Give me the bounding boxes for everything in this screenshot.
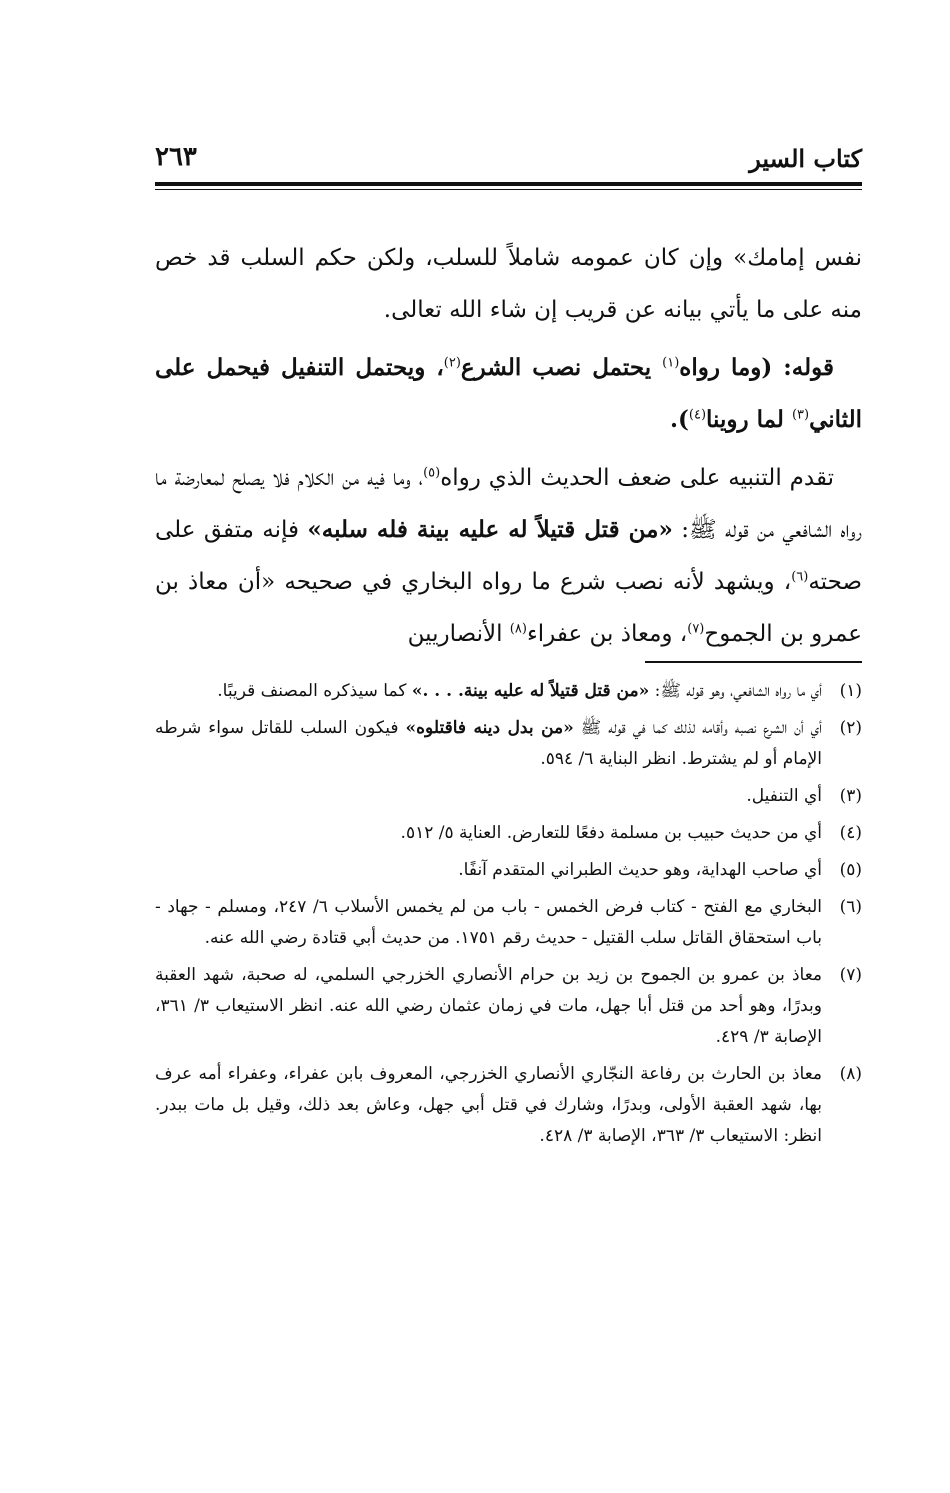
page-number: ٢٦٣ [155,142,197,172]
footnote-quote: «من قتل قتيلاً له عليه بينة. . . .» [411,681,650,701]
statement-text: ). [670,406,689,433]
footnote [155,855,862,886]
footnote [155,960,862,1053]
footnote [155,1059,862,1152]
header-rule-thick [155,182,862,186]
footnote-ref: (٣) [791,407,810,423]
footnote-ref: (١) [662,355,680,371]
commentary-text: ، ويشهد لأنه نصب شرع ما رواه البخاري في صحيحه «أن معاذ بن عمرو بن الجموح [155,569,862,647]
footnote-text: أي ما رواه الشافعي، وهو قوله ﷺ: [649,681,822,701]
footnote-text: أي التنفيل. [746,786,822,806]
statement-text: ، ويحتمل التنفيل فيحمل على الثاني [155,354,862,433]
footnote-number: (٢) [839,718,862,738]
footnote-ref: (٨) [509,621,527,637]
footnote-text: البخاري مع الفتح - كتاب فرض الخمس - باب من لم يخمس الأسلاب ٦/ ٢٤٧، ومسلم - جهاد - باب استحقاق القاتل سلب القتيل - حديث رقم ١٧٥١. من حديث أبي قتادة رضي الله عنه. [155,897,823,948]
footnote-number: (٦) [839,897,862,917]
footnote-number: (٨) [839,1064,862,1084]
footnote-number: (١) [839,681,862,701]
paragraph-continuation: نفس إمامك» وإن كان عمومه شاملاً للسلب، ولكن حكم السلب قد خص منه على ما يأتي بيانه عن قريب إن شاء الله تعالى. [155,245,862,323]
footnote-text: أي أن الشرع نصبه وأقامه لذلك كما في قوله ﷺ [573,718,822,738]
commentary-text: ، وما فيه من الكلام فلا يصلح لمعارضة ما رواه الشافعي من قوله ﷺ: [155,465,862,543]
footnote-text: أي صاحب الهداية، وهو حديث الطبراني المتقدم آنفًا. [458,860,822,880]
footnote [155,713,862,775]
footnote-ref: (٤) [688,407,707,423]
footnote-ref: (٦) [791,569,809,585]
statement-text: يحتمل نصب الشرع [460,354,663,381]
footnote [155,676,862,707]
footnote-number: (٤) [839,823,862,843]
footnote-ref: (٧) [687,621,705,637]
header-rule-thin [155,189,862,190]
commentary-paragraph [155,452,862,660]
statement-text: قوله: (وما رواه [679,354,834,381]
footnote [155,781,862,812]
commentary-text: تقدم التنبيه على ضعف الحديث الذي رواه [440,465,834,491]
matn-statement [155,342,862,446]
footnote-text: فيكون السلب للقاتل سواء شرطه الإمام أو لم يشترط. انظر البناية ٦/ ٥٩٤. [155,718,822,769]
footnote-separator [645,661,862,663]
footnote-ref: (٢) [443,355,461,371]
statement-text: لما روينا [706,406,792,433]
footnote [155,818,862,849]
footnote-ref: (٥) [423,465,441,481]
commentary-text: ، ومعاذ بن عفراء [526,621,688,647]
running-title: كتاب السير [749,144,862,173]
footnote-text: معاذ بن الحارث بن رفاعة النجّاري الأنصاري الخزرجي، المعروف بابن عفراء، وعفراء أمه عرف بها، شهد العقبة الأولى، وبدرًا، وشارك في قتل أبي جهل، وعاش بعد ذلك، وقيل بل مات ببدر. انظر: الاستيعاب ٣/ ٣٦٣، الإصابة ٣/ ٤٢٨. [155,1064,822,1146]
footnotes [155,676,862,1158]
footnote-quote: «من بدل دينه فاقتلوه» [405,718,574,738]
main-text [155,232,862,666]
commentary-text: فإنه متفق على صحته [155,517,862,595]
footnote-text: أي من حديث حبيب بن مسلمة دفعًا للتعارض. العناية ٥/ ٥١٢. [400,823,822,843]
running-header [155,140,862,180]
footnote-number: (٧) [839,965,862,985]
footnote-text: كما سيذكره المصنف قريبًا. [217,681,412,701]
footnote [155,892,862,954]
footnote-number: (٥) [839,860,862,880]
commentary-text: الأنصاريين [407,621,510,647]
footnote-text: معاذ بن عمرو بن الجموح بن زيد بن حرام الأنصاري الخزرجي السلمي، له صحبة، شهد العقبة وبدرًا، وهو أحد من قتل أبا جهل، مات في زمان عثمان رضي الله عنه. انظر الاستيعاب ٣/ ٣٦١، الإصابة ٣/ ٤٢٩. [155,965,822,1047]
footnote-number: (٣) [839,786,862,806]
hadith-quote: «من قتل قتيلاً له عليه بينة فله سلبه» [307,516,673,543]
